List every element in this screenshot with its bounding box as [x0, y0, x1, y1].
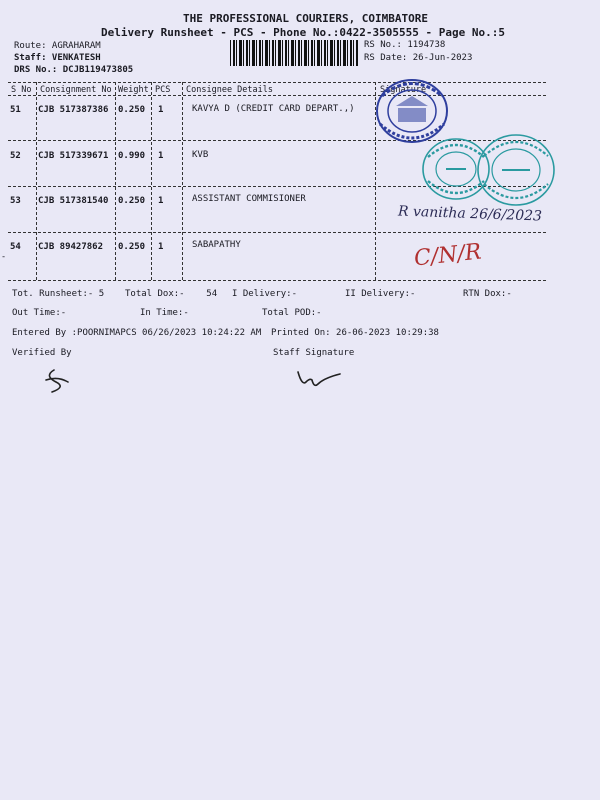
route-label: Route: AGRAHARAM — [14, 41, 101, 51]
entered-by: Entered By :POORNIMAPCS 06/26/2023 10:24:22 AM — [12, 328, 262, 338]
handwritten-cnr-note: C/N/R — [412, 239, 483, 272]
table-bottom-rule — [8, 280, 546, 281]
out-time: Out Time:- — [12, 308, 67, 318]
table-header-rule — [8, 95, 546, 96]
company-title: THE PROFESSIONAL COURIERS, COIMBATORE — [183, 12, 429, 25]
col-divider — [151, 82, 152, 280]
tot-runsheet: Tot. Runsheet:- 5 — [12, 289, 105, 299]
row-consignee: KVB — [192, 150, 209, 160]
row-sno: 53 — [10, 196, 21, 206]
handwritten-receiver-note: R vanitha 26/6/2023 — [397, 203, 543, 225]
row-consignment: CJB 517387386 — [38, 105, 109, 115]
row-consignment: CJB 517339671 — [38, 151, 109, 161]
rs-date: RS Date: 26-Jun-2023 — [364, 53, 473, 63]
col-header-consignment: Consignment No — [40, 85, 112, 95]
row-pcs: 1 — [158, 242, 164, 252]
col-divider — [115, 82, 116, 280]
row-pcs: 1 — [158, 151, 164, 161]
col-header-pcs: PCS — [155, 85, 171, 95]
row-sno: 54 — [10, 242, 21, 252]
rtn-dox: RTN Dox:- — [463, 289, 512, 299]
verified-by-label: Verified By — [12, 348, 72, 358]
row-consignment: CJB 517381540 — [38, 196, 109, 206]
col-divider — [36, 82, 37, 280]
row-weight: 0.250 — [118, 242, 146, 252]
staff-label: Staff: VENKATESH — [14, 53, 101, 63]
verifier-signature — [40, 366, 80, 396]
row-divider — [8, 232, 546, 233]
margin-mark: - — [1, 252, 7, 262]
row-sno: 52 — [10, 151, 21, 161]
row-pcs: 1 — [158, 196, 164, 206]
row-weight: 0.250 — [118, 196, 146, 206]
col-header-sno: S No — [11, 85, 32, 95]
bank-stamp-3 — [472, 130, 562, 210]
staff-signature-label: Staff Signature — [273, 348, 355, 358]
in-time: In Time:- — [140, 308, 189, 318]
total-pod: Total POD:- — [262, 308, 322, 318]
row-pcs: 1 — [158, 105, 164, 115]
row-consignee: ASSISTANT COMMISIONER — [192, 194, 306, 204]
col-header-consignee: Consignee Details — [186, 85, 273, 95]
row-weight: 0.990 — [118, 151, 146, 161]
row-sno: 51 — [10, 105, 21, 115]
i-delivery: I Delivery:- — [232, 289, 298, 299]
staff-signature — [296, 366, 346, 390]
row-consignment: CJB 89427862 — [38, 242, 104, 252]
total-dox: Total Dox:- 54 — [125, 289, 218, 299]
rs-number: RS No.: 1194738 — [364, 40, 446, 50]
col-header-signature: Signature — [380, 85, 427, 95]
col-header-weight: Weight — [118, 85, 149, 95]
barcode — [230, 40, 358, 66]
col-divider — [182, 82, 183, 280]
printed-on: Printed On: 26-06-2023 10:29:38 — [271, 328, 439, 338]
runsheet-subtitle: Delivery Runsheet - PCS - Phone No.:0422-3505555 - Page No.:5 — [101, 26, 505, 39]
table-top-rule — [8, 82, 546, 83]
row-consignee: SABAPATHY — [192, 240, 241, 250]
ii-delivery: II Delivery:- — [345, 289, 416, 299]
row-weight: 0.250 — [118, 105, 146, 115]
drs-number: DRS No.: DCJB119473805 — [14, 65, 134, 75]
row-consignee: KAVYA D (CREDIT CARD DEPART.,) — [192, 104, 355, 114]
